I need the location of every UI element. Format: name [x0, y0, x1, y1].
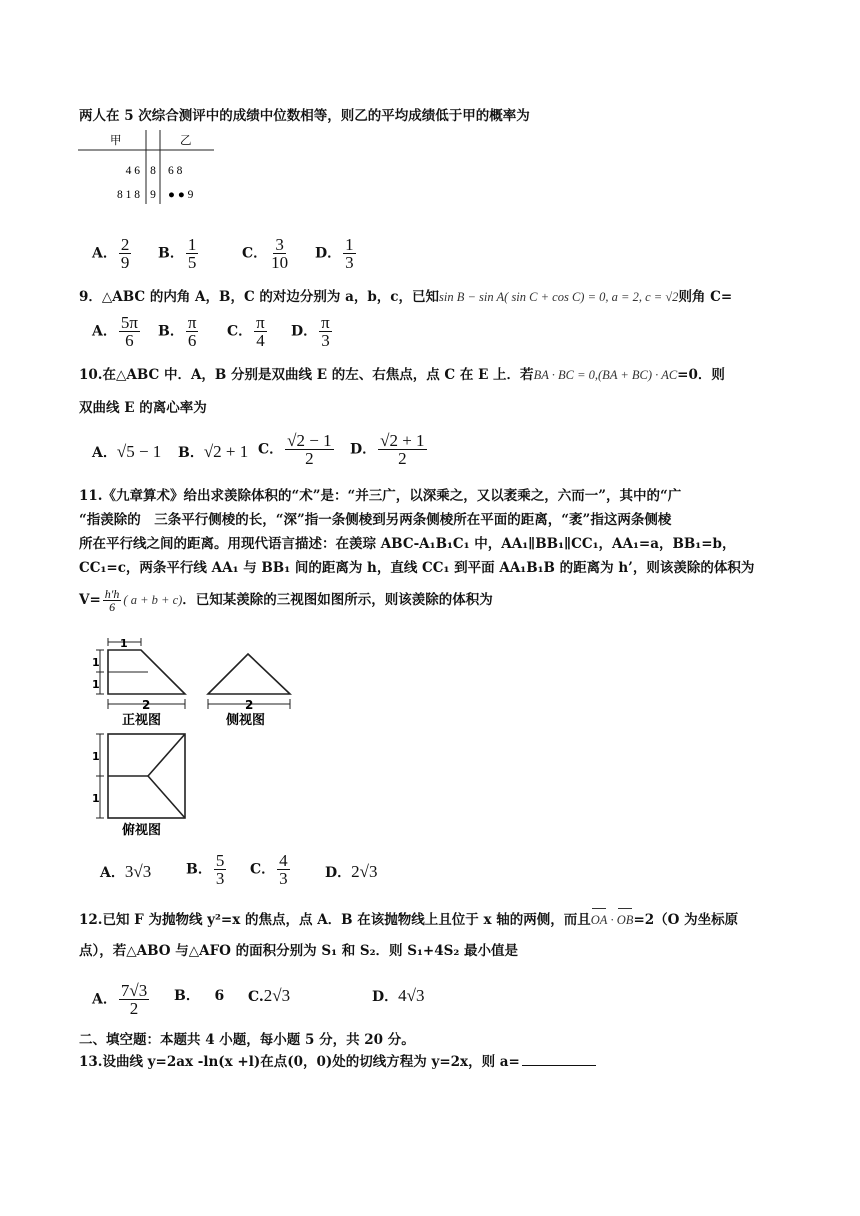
q10-option-a: A．√5 − 1 — [92, 442, 162, 461]
q8-option-c: C． $\frac{3}{10}$ — [242, 235, 289, 272]
side-view-dim-bottom: 2 — [245, 698, 254, 712]
stemplot-row2-right: ● ● 9 — [168, 189, 194, 201]
front-view-dim-left-upper: 1 — [92, 656, 100, 669]
q11-line-3: 所在平行线之间的距离。用现代语言描述：在羡琮 ABC-A₁B₁C₁ 中，AA₁∥BB₁∥CC₁，AA₁=a，BB₁=b， — [79, 536, 736, 552]
stemplot-row1-right: 6 8 — [168, 165, 183, 177]
front-view-dim-top: 1 — [120, 637, 128, 650]
stem-leaf-plot — [76, 128, 216, 208]
q9-option-d: D． $\frac{\pi}{3}$ — [291, 313, 330, 350]
q12-option-d: D．4√3 — [372, 986, 425, 1005]
vector-oa: OA — [591, 910, 608, 930]
q10-condition-2: (BA + BC) · AC — [598, 368, 678, 382]
q11-option-d: D．2√3 — [325, 862, 378, 881]
q8-option-d: D． $\frac{1}{3}$ — [315, 235, 354, 272]
q12-option-b: B． 6 — [174, 988, 225, 1004]
q11-option-b: B． $\frac{5}{3}$ — [186, 851, 225, 888]
q10-option-d: D． $\frac{√2 + 1}{2}$ — [350, 431, 425, 468]
q12-option-c: C.2√3 — [248, 986, 291, 1005]
q11-formula-terms: ( a + b + c) — [123, 593, 183, 607]
front-view — [96, 638, 185, 709]
q10-line-1: 10.在△ABC 中．A，B 分别是双曲线 E 的左、右焦点，点 C 在 E 上．若BA · BC = 0,(BA + BC) · AC=0．则 — [79, 367, 725, 383]
stemplot-right-header: 乙 — [180, 135, 192, 147]
q10-option-b: B．√2 + 1 — [178, 442, 249, 461]
q9-stem: 9．△ABC 的内角 A，B，C 的对边分别为 a，b，c，已知sin B − sin A( sin C + cos C) = 0, a = 2, c = √2则角 C= — [79, 289, 733, 305]
q8-option-a: A． $\frac{2}{9}$ — [92, 235, 130, 272]
q8-option-b: B． $\frac{1}{5}$ — [158, 235, 197, 272]
three-view-figure — [90, 636, 310, 840]
q10-line-2: 双曲线 E 的离心率为 — [79, 400, 207, 416]
q11-line-5: V= $\frac{h'h}{6}$ ( a + b + c)．已知某羡除的三视图如图所示，则该羡除的体积为 — [79, 587, 493, 614]
q11-line-4: CC₁=c，两条平行线 AA₁ 与 BB₁ 间的距离为 h，直线 CC₁ 到平面 AA₁B₁B 的距离为 h’，则该羡除的体积为 — [79, 560, 755, 576]
top-view-label: 俯视图 — [122, 823, 162, 838]
stemplot-row2-left: 8 1 8 — [117, 189, 140, 201]
q13-stem: 13.设曲线 y=2ax -ln(x +l)在点(0，0)处的切线方程为 y=2x，则 a= — [79, 1052, 596, 1072]
q10-condition-1: BA · BC = 0, — [533, 368, 599, 382]
stemplot-row1-stem: 8 — [150, 165, 156, 177]
side-view-label: 侧视图 — [226, 713, 266, 728]
top-view-dim-lower: 1 — [92, 792, 100, 805]
q11-line-2: “指羡除的 三条平行侧棱的长，“深”指一条侧棱到另两条侧棱所在平面的距离，“袤”指这两条侧棱 — [79, 512, 672, 528]
q10-option-c: C． $\frac{√2 - 1}{2}$ — [258, 431, 332, 468]
q8-stem: 两人在 5 次综合测评中的成绩中位数相等，则乙的平均成绩低于甲的概率为 — [79, 108, 530, 124]
q11-option-a: A．3√3 — [100, 862, 152, 881]
q12-line-2: 点），若△ABO 与△AFO 的面积分别为 S₁ 和 S₂．则 S₁+4S₂ 最小值是 — [79, 943, 518, 959]
q11-option-c: C． $\frac{4}{3}$ — [250, 851, 288, 888]
top-view-dim-upper: 1 — [92, 750, 100, 763]
vector-ob: OB — [617, 910, 634, 930]
stemplot-row1-left: 4 6 — [125, 165, 140, 177]
section-2-title: 二、填空题：本题共 4 小题，每小题 5 分，共 20 分。 — [79, 1032, 415, 1048]
q11-line-1: 11.《九章算术》给出求羡除体积的“术”是：“并三广，以深乘之，又以袤乘之，六而一”，其中的“广 — [79, 488, 682, 504]
q9-option-c: C． $\frac{\pi}{4}$ — [227, 313, 265, 350]
q9-option-b: B． $\frac{\pi}{6}$ — [158, 313, 197, 350]
front-view-dim-bottom: 2 — [142, 698, 151, 712]
top-view — [96, 734, 185, 818]
q9-condition: sin B − sin A( sin C + cos C) = 0, a = 2, c = √2 — [439, 290, 679, 304]
q9-option-a: A． $\frac{5\pi}{6}$ — [92, 313, 138, 350]
q12-option-a: A． $\frac{7√3}{2}$ — [92, 981, 148, 1018]
stemplot-left-header: 甲 — [110, 135, 122, 147]
front-view-label: 正视图 — [122, 713, 162, 728]
stemplot-row2-stem: 9 — [150, 189, 156, 201]
front-view-dim-left-lower: 1 — [92, 678, 100, 691]
q12-line-1: 12.已知 F 为抛物线 y²=x 的焦点，点 A．B 在该抛物线上且位于 x 轴的两侧，而且OA · OB=2（O 为坐标原 — [79, 912, 739, 928]
q13-answer-blank[interactable] — [522, 1065, 596, 1066]
